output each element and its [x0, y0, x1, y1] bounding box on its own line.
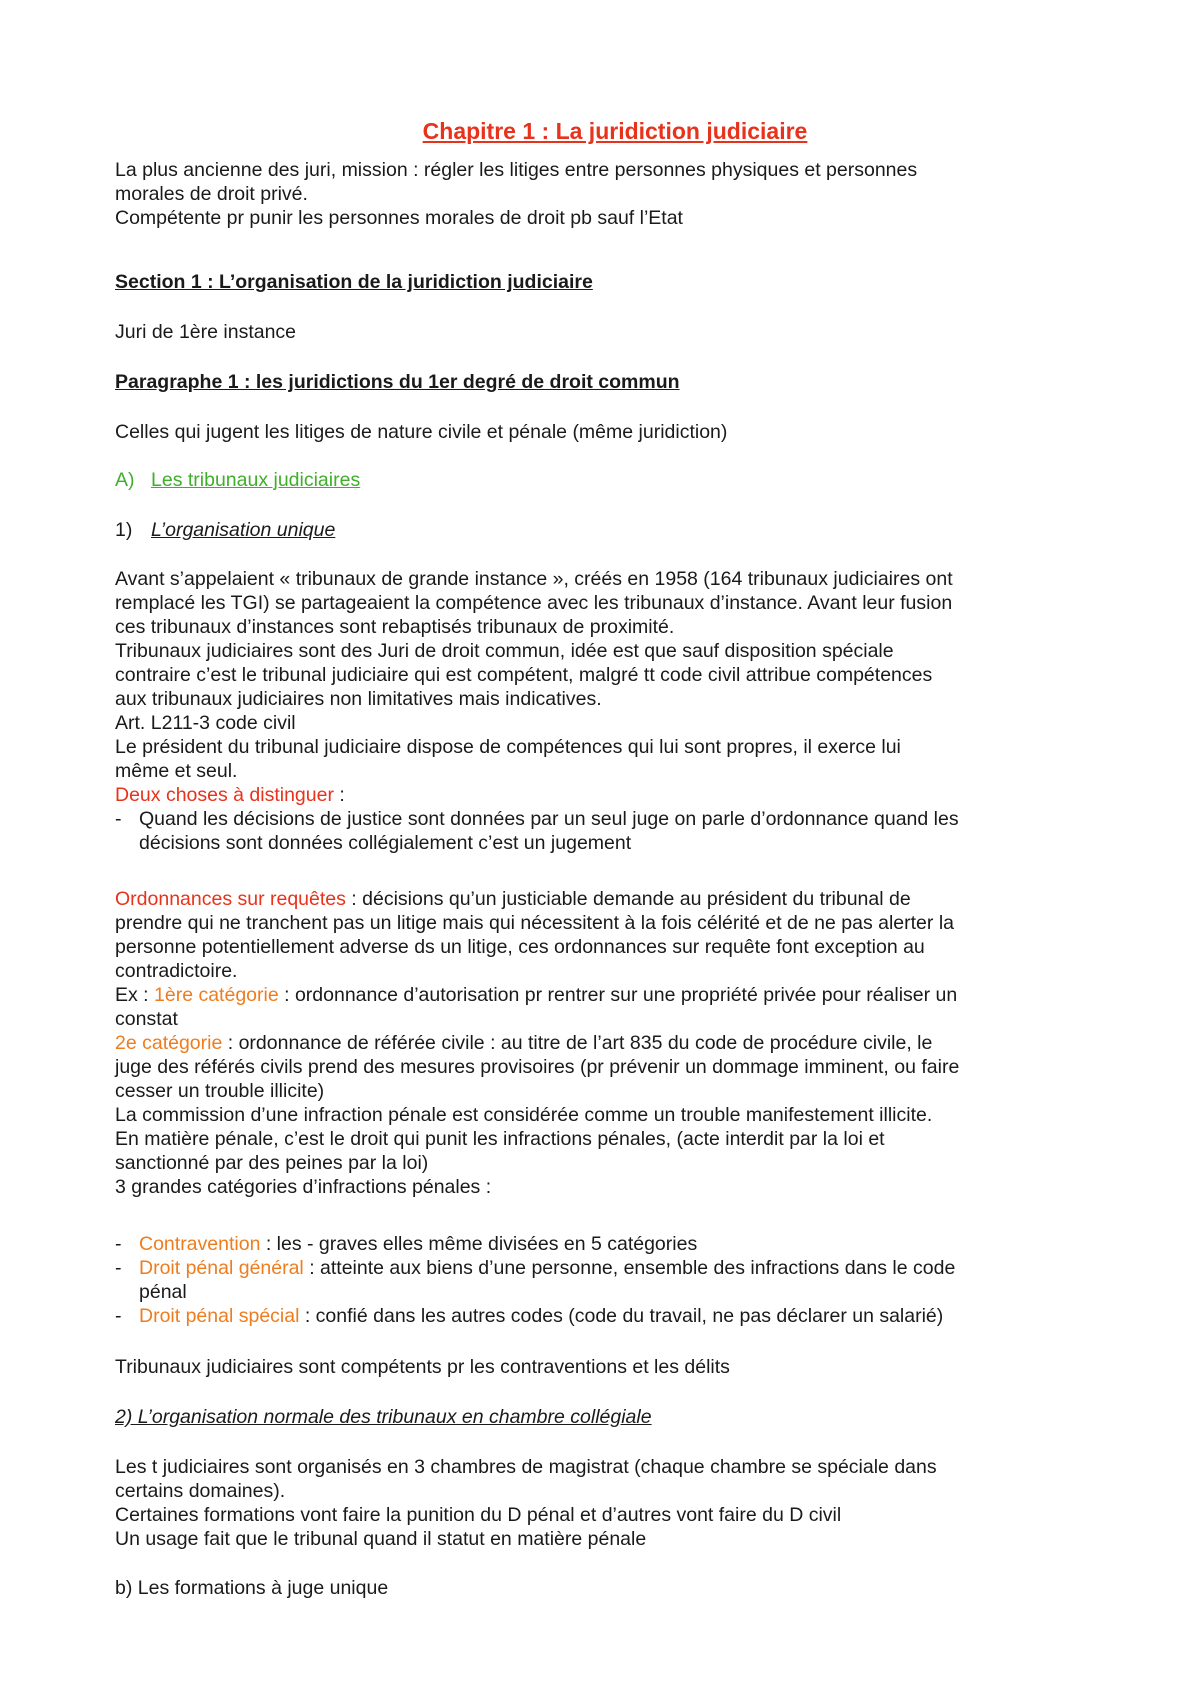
body-line: Avant s’appelaient « tribunaux de grande instance », créés en 1958 (164 tribunaux judiciaires ont [115, 568, 953, 590]
deux-choses-line [115, 783, 1115, 807]
body-line: Tribunaux judiciaires sont des Juri de droit commun, idée est que sauf disposition spéciale [115, 640, 894, 662]
body-line: contradictoire. [115, 960, 238, 982]
body-line: cesser un trouble illicite) [115, 1080, 325, 1102]
juri-instance-line [115, 320, 1115, 344]
bullet-dash: - [115, 1305, 122, 1327]
body-line: La commission d’une infraction pénale est considérée comme un trouble manifestement illicite. [115, 1104, 933, 1126]
body-line: Un usage fait que le tribunal quand il statut en matière pénale [115, 1528, 647, 1550]
ordonnances-text: : décisions qu’un justiciable demande au président du tribunal de [345, 888, 911, 910]
infraction-text: : confié dans les autres codes (code du travail, ne pas déclarer un salarié) [299, 1305, 944, 1327]
body-line: prendre qui ne tranchent pas un litige mais qui nécessitent à la fois célérité et de ne pas alerter la [115, 912, 954, 934]
infraction-label: Contravention [139, 1233, 261, 1255]
body-line: certains domaines). [115, 1480, 286, 1502]
ordonnances-block [115, 887, 1115, 1199]
paragraph-heading [115, 370, 1115, 394]
heading-b-text: b) Les formations à juge unique [115, 1577, 389, 1599]
body-block-1 [115, 567, 1115, 855]
intro-paragraph [115, 158, 1115, 230]
chapter-title: Chapitre 1 : La juridiction judiciaire [422, 118, 808, 144]
cat2-label: 2e catégorie [115, 1032, 223, 1054]
heading-1-text: L’organisation unique [151, 519, 336, 541]
body-line: En matière pénale, c’est le droit qui punit les infractions pénales, (acte interdit par la loi et [115, 1128, 885, 1150]
infraction-item [115, 1256, 1115, 1304]
body-line: même et seul. [115, 760, 238, 782]
cat1-text: : ordonnance d’autorisation pr rentrer sur une propriété privée pour réaliser un [278, 984, 958, 1006]
body-line: Art. L211-3 code civil [115, 712, 296, 734]
infraction-label: Droit pénal général [139, 1257, 304, 1279]
tribunaux-comp-text: Tribunaux judiciaires sont compétents pr les contraventions et les délits [115, 1356, 730, 1378]
body-line: juge des référés civils prend des mesures provisoires (pr prévenir un dommage imminent, ou faire [115, 1056, 960, 1078]
body-line: Les t judiciaires sont organisés en 3 chambres de magistrat (chaque chambre se spéciale dans [115, 1456, 937, 1478]
infraction-item [115, 1304, 1115, 1328]
intro-line: Compétente pr punir les personnes morales de droit pb sauf l’Etat [115, 207, 683, 229]
infractions-list [115, 1232, 1115, 1328]
body-line: 3 grandes catégories d’infractions pénales : [115, 1176, 492, 1198]
deux-choses-suffix: : [333, 784, 345, 806]
body-block-3 [115, 1455, 1115, 1551]
infraction-text: : les - graves elles même divisées en 5 catégories [260, 1233, 698, 1255]
bullet-line: Quand les décisions de justice sont données par un seul juge on parle d’ordonnance quand les [139, 808, 959, 830]
cat1-label: 1ère catégorie [154, 984, 279, 1006]
bullet-item [115, 807, 1115, 855]
paragraphe-1-title: Paragraphe 1 : les juridictions du 1er degré de droit commun [115, 371, 680, 393]
heading-1 [115, 518, 1115, 542]
body-line: Certaines formations vont faire la punition du D pénal et d’autres vont faire du D civil [115, 1504, 842, 1526]
heading-b [115, 1576, 1115, 1600]
heading-2-text: 2) L’organisation normale des tribunaux en chambre collégiale [115, 1406, 652, 1428]
heading-a-text: Les tribunaux judiciaires [151, 469, 361, 491]
heading-1-num: 1) [115, 519, 133, 541]
heading-2 [115, 1405, 1115, 1429]
bullet-dash: - [115, 808, 122, 830]
intro-line: morales de droit privé. [115, 183, 308, 205]
body-line: sanctionné par des peines par la loi) [115, 1152, 429, 1174]
celles-line [115, 420, 1115, 444]
body-line: constat [115, 1008, 178, 1030]
bullet-dash: - [115, 1233, 122, 1255]
infraction-text-cont: pénal [139, 1281, 187, 1303]
heading-a [115, 468, 1115, 492]
infraction-item [115, 1232, 1115, 1256]
infraction-text: : atteinte aux biens d’une personne, ensemble des infractions dans le code [303, 1257, 956, 1279]
body-line: contraire c’est le tribunal judiciaire qui est compétent, malgré tt code civil attribue compétences [115, 664, 933, 686]
body-line: remplacé les TGI) se partageaient la compétence avec les tribunaux d’instance. Avant leur fusion [115, 592, 953, 614]
juri-instance-text: Juri de 1ère instance [115, 321, 297, 343]
celles-text: Celles qui jugent les litiges de nature civile et pénale (même juridiction) [115, 421, 728, 443]
body-line: personne potentiellement adverse ds un litige, ces ordonnances sur requête font exception au [115, 936, 925, 958]
heading-a-letter: A) [115, 469, 135, 491]
bullet-dash: - [115, 1257, 122, 1279]
bullet-line: décisions sont données collégialement c’est un jugement [139, 832, 632, 854]
tribunaux-comp-line [115, 1355, 1115, 1379]
intro-line: La plus ancienne des juri, mission : régler les litiges entre personnes physiques et personnes [115, 159, 918, 181]
infraction-label: Droit pénal spécial [139, 1305, 300, 1327]
body-line: Le président du tribunal judiciaire dispose de compétences qui lui sont propres, il exerce lui [115, 736, 901, 758]
body-line: ces tribunaux d’instances sont rebaptisés tribunaux de proximité. [115, 616, 675, 638]
section-heading [115, 270, 1115, 294]
deux-choses-label: Deux choses à distinguer [115, 784, 334, 806]
body-line: aux tribunaux judiciaires non limitatives mais indicatives. [115, 688, 602, 710]
ex-prefix: Ex : [115, 984, 155, 1006]
ordonnances-label: Ordonnances sur requêtes [115, 888, 346, 910]
section-1-title: Section 1 : L’organisation de la juridiction judiciaire [115, 271, 593, 293]
cat2-text: : ordonnance de référée civile : au titre de l’art 835 du code de procédure civile, le [222, 1032, 933, 1054]
